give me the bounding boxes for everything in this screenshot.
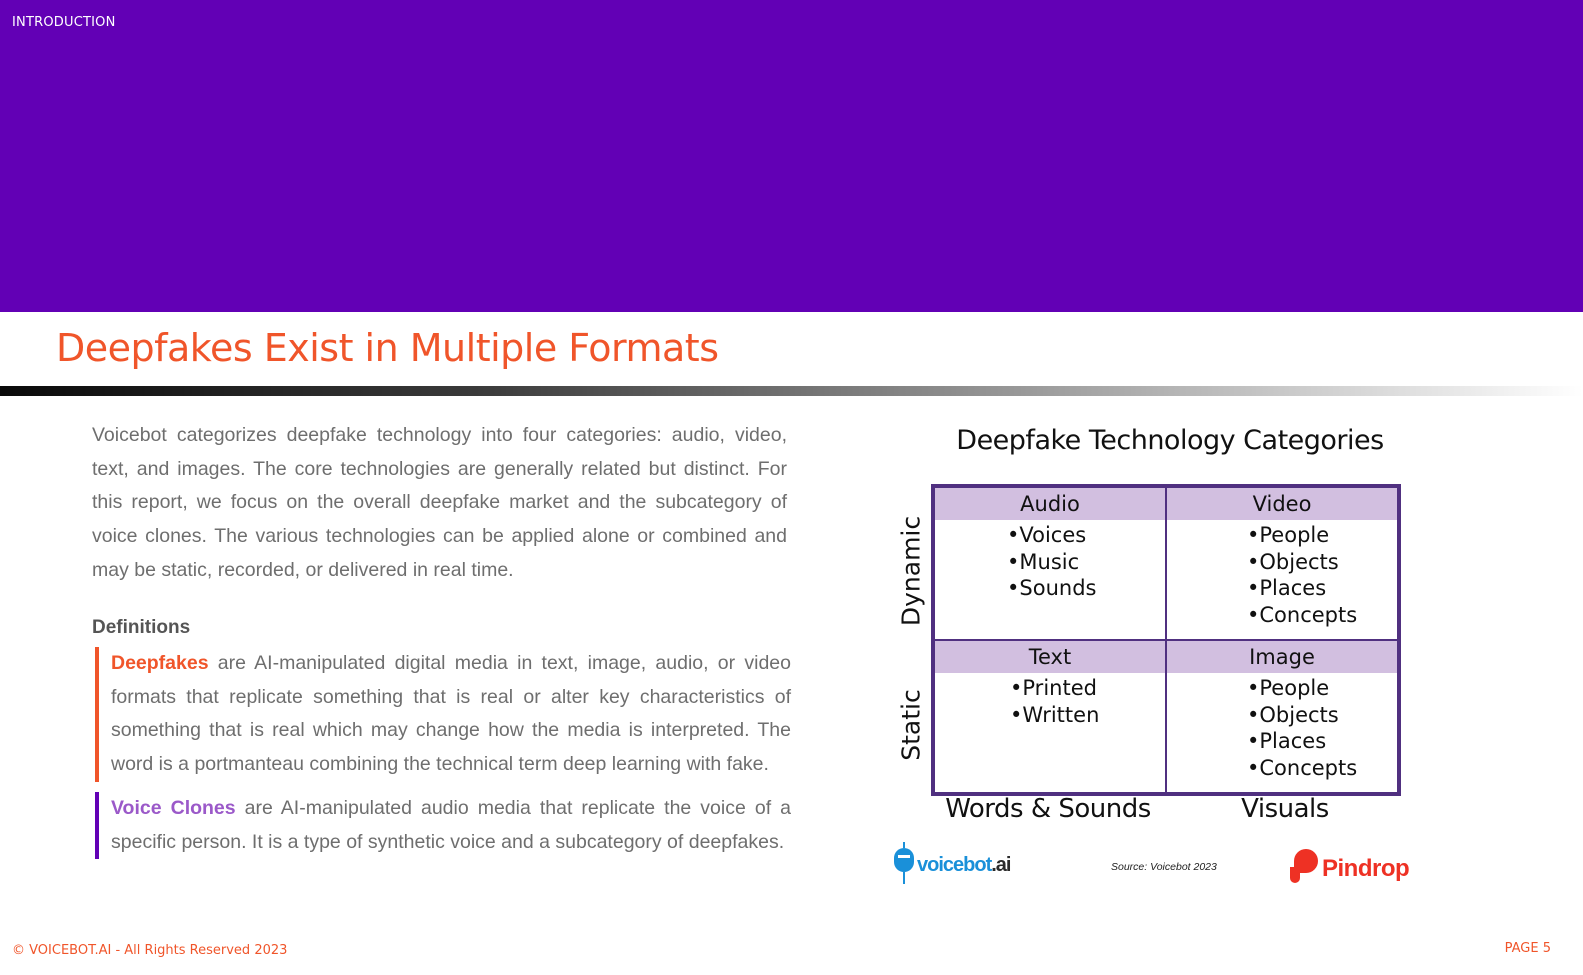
- definitions-heading: Definitions: [92, 617, 191, 638]
- voicebot-logo: [890, 842, 1025, 886]
- list-item: • People: [1247, 675, 1397, 702]
- cell-text-header: Text: [935, 641, 1165, 673]
- diagram-source: Source: Voicebot 2023: [1111, 861, 1217, 873]
- definition-voice-clones-text: are AI-manipulated audio media that replicate the voice of a specific person. It is a type of synthetic voice and a subcategory of deepfakes.: [111, 797, 791, 853]
- voicebot-wordmark: [917, 854, 1011, 877]
- definition-deepfakes-text: are AI-manipulated digital media in text, image, audio, or video formats that replicate something that is real or alter key characteristics of something that is real which may change how the media is interpreted. The word is a portmanteau combining the technical term deep learning with fake.: [111, 652, 791, 776]
- cell-text-list: [935, 673, 1165, 728]
- footer-copyright: © VOICEBOT.AI - All Rights Reserved 2023: [12, 943, 288, 958]
- cell-audio-list: [935, 520, 1165, 602]
- voicebot-wordmark-main: voicebot: [917, 854, 992, 876]
- list-item: • People: [1247, 522, 1397, 549]
- cell-audio: [934, 487, 1166, 640]
- header-banner: [0, 0, 1583, 312]
- cell-image-list: [1167, 673, 1397, 781]
- cell-video-list: [1167, 520, 1397, 628]
- list-item: • Printed: [1010, 675, 1165, 702]
- section-label: INTRODUCTION: [12, 15, 116, 30]
- category-grid: [931, 484, 1401, 796]
- definition-deepfakes: [95, 647, 791, 782]
- diagram-title: Deepfake Technology Categories: [956, 425, 1384, 456]
- cell-video-header: Video: [1167, 488, 1397, 520]
- cell-image-header: Image: [1167, 641, 1397, 673]
- definition-voice-clones: [95, 792, 791, 859]
- pindrop-pin-icon: [1294, 849, 1318, 873]
- row-label-static-text: Static: [896, 689, 926, 761]
- pindrop-logo: [1290, 847, 1420, 887]
- footer-page-number: PAGE 5: [1504, 941, 1551, 956]
- list-item: • Music: [1007, 549, 1165, 576]
- robot-eyes-icon: [898, 855, 910, 860]
- row-label-dynamic: [896, 506, 926, 636]
- row-label-static: [896, 660, 926, 790]
- list-item: • Objects: [1247, 549, 1397, 576]
- voicebot-wordmark-suffix: .ai: [991, 854, 1011, 876]
- cell-image: [1166, 640, 1398, 793]
- column-label-words-sounds: Words & Sounds: [945, 794, 1151, 824]
- cell-video: [1166, 487, 1398, 640]
- robot-mic-icon: [894, 848, 914, 872]
- pindrop-wordmark: Pindrop: [1322, 855, 1410, 882]
- list-item: • Sounds: [1007, 575, 1165, 602]
- intro-paragraph: Voicebot categorizes deepfake technology into four categories: audio, video, text, and images. The core technologies are generally related but distinct. For this report, we focus on the overall deepfake market and the subcategory of voice clones. The various technologies can be applied alone or combined and may be static, recorded, or delivered in real time.: [92, 424, 787, 581]
- list-item: • Written: [1010, 702, 1165, 729]
- list-item: • Places: [1247, 575, 1397, 602]
- list-item: • Objects: [1247, 702, 1397, 729]
- cell-audio-header: Audio: [935, 488, 1165, 520]
- list-item: • Places: [1247, 728, 1397, 755]
- cell-text: [934, 640, 1166, 793]
- list-item: • Voices: [1007, 522, 1165, 549]
- title-divider: [0, 386, 1583, 396]
- list-item: • Concepts: [1247, 755, 1397, 782]
- list-item: • Concepts: [1247, 602, 1397, 629]
- term-voice-clones: Voice Clones: [111, 797, 236, 819]
- term-deepfakes: Deepfakes: [111, 652, 209, 674]
- page-title: Deepfakes Exist in Multiple Formats: [56, 326, 719, 370]
- row-label-dynamic-text: Dynamic: [896, 515, 926, 627]
- column-label-visuals: Visuals: [1241, 794, 1329, 824]
